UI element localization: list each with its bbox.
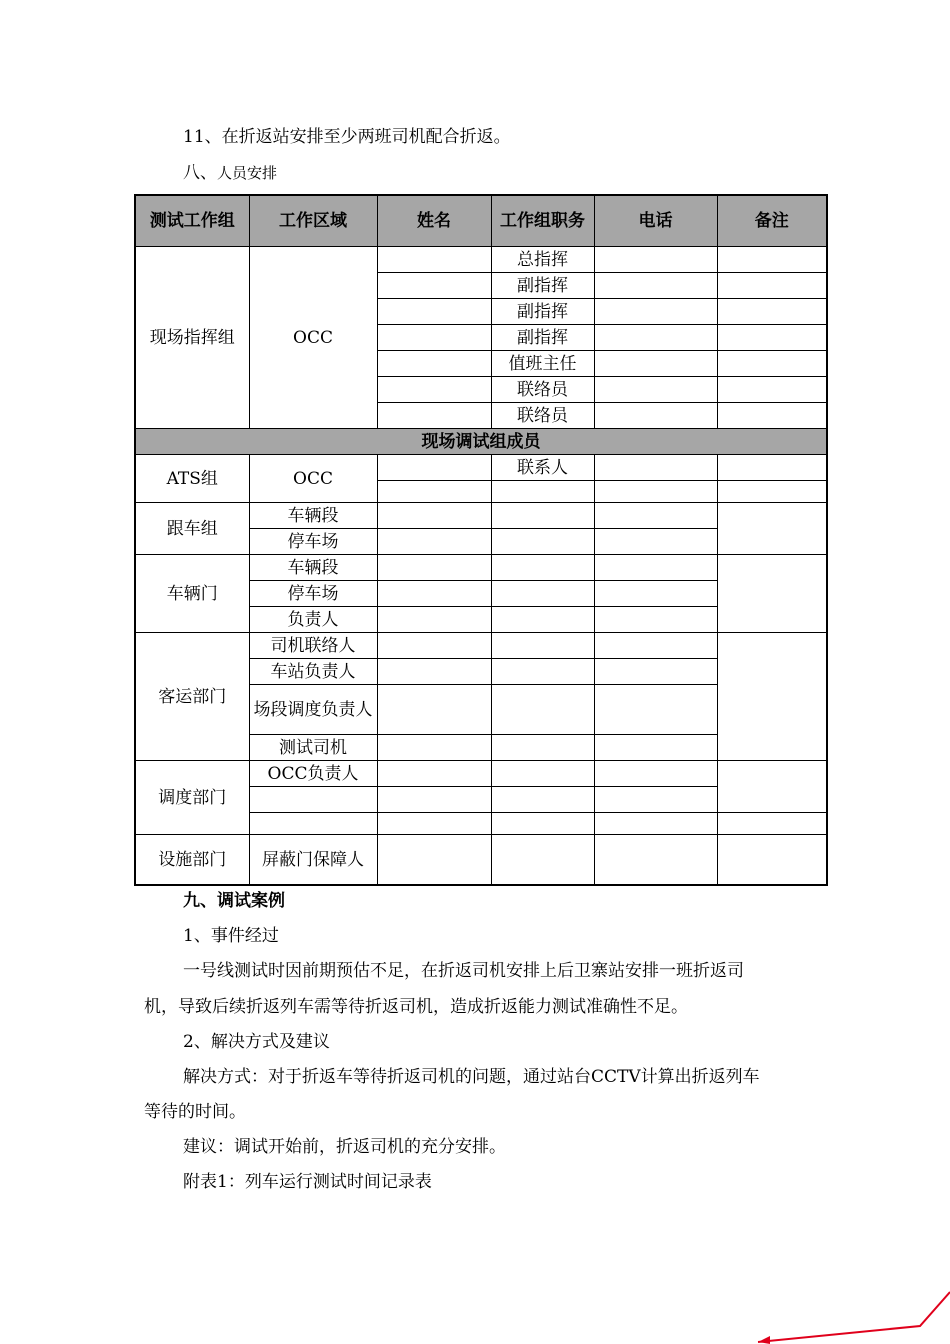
- role-cell: [491, 529, 594, 555]
- name-cell: [377, 503, 491, 529]
- phone-cell: [594, 299, 717, 325]
- remark-cell: [717, 503, 827, 555]
- phone-cell: [594, 455, 717, 481]
- phone-cell: [594, 273, 717, 299]
- remark-cell: [717, 247, 827, 273]
- name-cell: [377, 835, 491, 886]
- name-cell: [377, 787, 491, 813]
- group-cell-follow: 跟车组: [135, 503, 249, 555]
- table-row: [135, 555, 827, 581]
- phone-cell: [594, 555, 717, 581]
- paragraph-event-line1: 一号线测试时因前期预估不足，在折返司机安排上后卫寨站安排一班折返司: [183, 961, 744, 981]
- role-cell: [491, 835, 594, 886]
- name-cell: [377, 351, 491, 377]
- col-header-area: 工作区域: [249, 195, 377, 247]
- area-cell: 测试司机: [249, 735, 377, 761]
- area-cell: 负责人: [249, 607, 377, 633]
- subheading-solution: 2、解决方式及建议: [183, 1032, 330, 1052]
- role-cell: 联系人: [491, 455, 594, 481]
- role-cell: 值班主任: [491, 351, 594, 377]
- phone-cell: [594, 503, 717, 529]
- table-header-row: [135, 195, 827, 247]
- remark-cell: [717, 761, 827, 813]
- phone-cell: [594, 735, 717, 761]
- group-cell-facility: 设施部门: [135, 835, 249, 886]
- remark-cell: [717, 455, 827, 481]
- name-cell: [377, 325, 491, 351]
- remark-cell: [717, 835, 827, 886]
- area-cell: OCC负责人: [249, 761, 377, 787]
- intro-line: 11、在折返站安排至少两班司机配合折返。: [183, 127, 511, 147]
- phone-cell: [594, 403, 717, 429]
- role-cell: 联络员: [491, 377, 594, 403]
- table-row: [135, 503, 827, 529]
- role-cell: 副指挥: [491, 299, 594, 325]
- remark-cell: [717, 299, 827, 325]
- name-cell: [377, 813, 491, 835]
- role-cell: [491, 659, 594, 685]
- role-cell: [491, 685, 594, 735]
- appendix-line: 附表1：列车运行测试时间记录表: [183, 1172, 432, 1192]
- group-cell-vehicle-door: 车辆门: [135, 555, 249, 633]
- personnel-table: [134, 194, 828, 886]
- suggestion-line: 建议：调试开始前，折返司机的充分安排。: [183, 1137, 506, 1157]
- subheading-event: 1、事件经过: [183, 926, 279, 946]
- name-cell: [377, 403, 491, 429]
- role-cell: 副指挥: [491, 325, 594, 351]
- name-cell: [377, 685, 491, 735]
- area-cell: 司机联络人: [249, 633, 377, 659]
- role-cell: [491, 633, 594, 659]
- phone-cell: [594, 761, 717, 787]
- name-cell: [377, 529, 491, 555]
- name-cell: [377, 633, 491, 659]
- area-cell: [249, 813, 377, 835]
- group-cell-command: 现场指挥组: [135, 247, 249, 429]
- paragraph-event-line2: 机，导致后续折返列车需等待折返司机，造成折返能力测试准确性不足。: [144, 997, 688, 1017]
- section-8-title: 人员安排: [217, 164, 278, 182]
- name-cell: [377, 481, 491, 503]
- phone-cell: [594, 325, 717, 351]
- role-cell: [491, 761, 594, 787]
- area-cell: 停车场: [249, 581, 377, 607]
- role-cell: 副指挥: [491, 273, 594, 299]
- phone-cell: [594, 529, 717, 555]
- area-cell-occ: OCC: [249, 455, 377, 503]
- name-cell: [377, 735, 491, 761]
- paragraph-solution-line2: 等待的时间。: [144, 1102, 246, 1122]
- remark-cell: [717, 633, 827, 761]
- table-row: [135, 835, 827, 886]
- table-row: [135, 247, 827, 273]
- role-cell: [491, 607, 594, 633]
- phone-cell: [594, 787, 717, 813]
- phone-cell: [594, 351, 717, 377]
- phone-cell: [594, 685, 717, 735]
- phone-cell: [594, 813, 717, 835]
- table-row: [135, 633, 827, 659]
- name-cell: [377, 299, 491, 325]
- phone-cell: [594, 377, 717, 403]
- name-cell: [377, 581, 491, 607]
- table-row: [135, 761, 827, 787]
- section-row: [135, 429, 827, 455]
- role-cell: [491, 581, 594, 607]
- remark-cell: [717, 377, 827, 403]
- name-cell: [377, 761, 491, 787]
- role-cell: [491, 735, 594, 761]
- phone-cell: [594, 607, 717, 633]
- col-header-phone: 电话: [594, 195, 717, 247]
- group-cell-passenger: 客运部门: [135, 633, 249, 761]
- area-cell: 场段调度负责人: [249, 685, 377, 735]
- section-9-heading: 九、调试案例: [183, 891, 285, 911]
- name-cell: [377, 555, 491, 581]
- section-8-heading: [183, 162, 277, 184]
- section-8-number: 八、: [183, 163, 217, 183]
- area-cell: [249, 787, 377, 813]
- name-cell: [377, 455, 491, 481]
- remark-cell: [717, 273, 827, 299]
- area-cell: 屏蔽门保障人: [249, 835, 377, 886]
- role-cell: [491, 813, 594, 835]
- section-row-label: 现场调试组成员: [135, 429, 827, 455]
- group-cell-dispatch: 调度部门: [135, 761, 249, 835]
- remark-cell: [717, 325, 827, 351]
- role-cell: 联络员: [491, 403, 594, 429]
- role-cell: [491, 787, 594, 813]
- name-cell: [377, 273, 491, 299]
- col-header-remark: 备注: [717, 195, 827, 247]
- role-cell: [491, 481, 594, 503]
- name-cell: [377, 607, 491, 633]
- phone-cell: [594, 481, 717, 503]
- remark-cell: [717, 403, 827, 429]
- name-cell: [377, 377, 491, 403]
- name-cell: [377, 659, 491, 685]
- role-cell: 总指挥: [491, 247, 594, 273]
- area-cell: 停车场: [249, 529, 377, 555]
- phone-cell: [594, 633, 717, 659]
- area-cell: 车辆段: [249, 555, 377, 581]
- red-annotation-mark: [750, 1284, 950, 1344]
- col-header-name: 姓名: [377, 195, 491, 247]
- phone-cell: [594, 659, 717, 685]
- phone-cell: [594, 581, 717, 607]
- remark-cell: [717, 351, 827, 377]
- col-header-role: 工作组职务: [491, 195, 594, 247]
- table-row: [135, 455, 827, 481]
- role-cell: [491, 555, 594, 581]
- phone-cell: [594, 835, 717, 886]
- remark-cell: [717, 481, 827, 503]
- phone-cell: [594, 247, 717, 273]
- name-cell: [377, 247, 491, 273]
- paragraph-solution-line1: 解决方式：对于折返车等待折返司机的问题，通过站台CCTV计算出折返列车: [183, 1067, 760, 1087]
- area-cell-occ: OCC: [249, 247, 377, 429]
- area-cell: 车辆段: [249, 503, 377, 529]
- remark-cell: [717, 555, 827, 633]
- area-cell: 车站负责人: [249, 659, 377, 685]
- role-cell: [491, 503, 594, 529]
- remark-cell: [717, 813, 827, 835]
- group-cell-ats: ATS组: [135, 455, 249, 503]
- col-header-group: 测试工作组: [135, 195, 249, 247]
